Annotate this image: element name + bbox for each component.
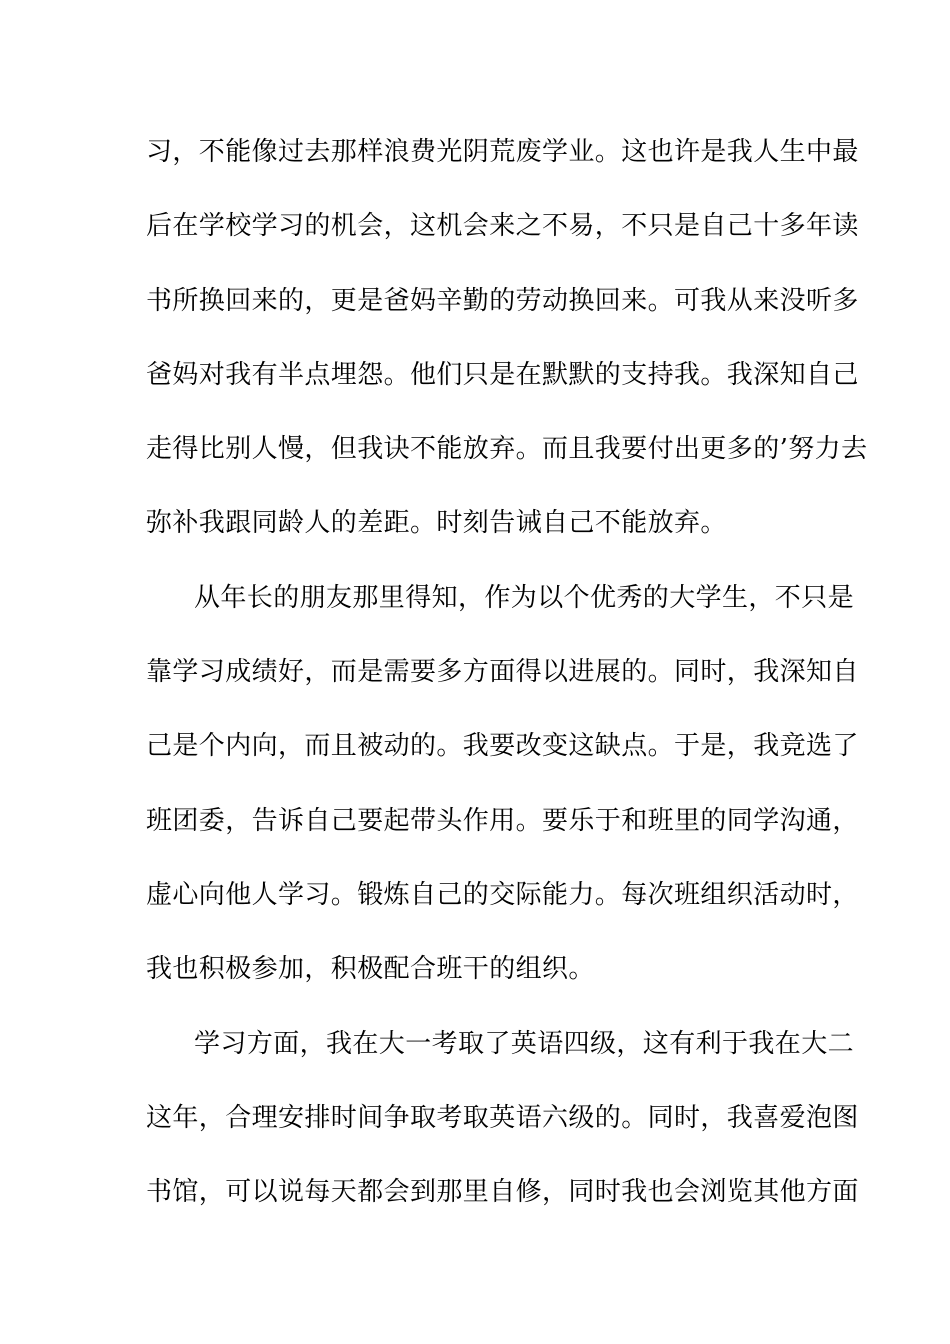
text-line: 靠学习成绩好，而是需要多方面得以进展的。同时，我深知自 [146,657,859,688]
text-line: 班团委，告诉自己要起带头作用。要乐于和班里的同学沟通， [146,805,859,836]
text-line: 书所换回来的，更是爸妈辛勤的劳动换回来。可我从来没听多 [146,285,859,316]
paragraph-start-line: 学习方面，我在大一考取了英语四级，这有利于我在大二 [194,1028,855,1059]
text-line: 后在学校学习的机会，这机会来之不易，不只是自己十多年读 [146,211,859,242]
text-line: 走得比别人慢，但我诀不能放弃。而且我要付出更多的’努力去 [146,434,868,465]
body-text [146,132,868,1246]
text-line: 我也积极参加，积极配合班干的组织。 [146,954,595,985]
text-line: 弥补我跟同龄人的差距。时刻告诫自己不能放弃。 [146,508,727,539]
paragraph-start-line: 从年长的朋友那里得知，作为以个优秀的大学生，不只是 [194,582,855,613]
text-line: 书馆，可以说每天都会到那里自修，同时我也会浏览其他方面 [146,1177,859,1208]
text-line: 己是个内向，而且被动的。我要改变这缺点。于是，我竞选了 [146,731,859,762]
text-line: 这年，合理安排时间争取考取英语六级的。同时，我喜爱泡图 [146,1102,859,1133]
text-line: 爸妈对我有半点埋怨。他们只是在默默的支持我。我深知自己 [146,359,859,390]
text-line: 虚心向他人学习。锻炼自己的交际能力。每次班组织活动时， [146,879,859,910]
text-line: 习，不能像过去那样浪费光阴荒废学业。这也许是我人生中最 [146,137,859,167]
